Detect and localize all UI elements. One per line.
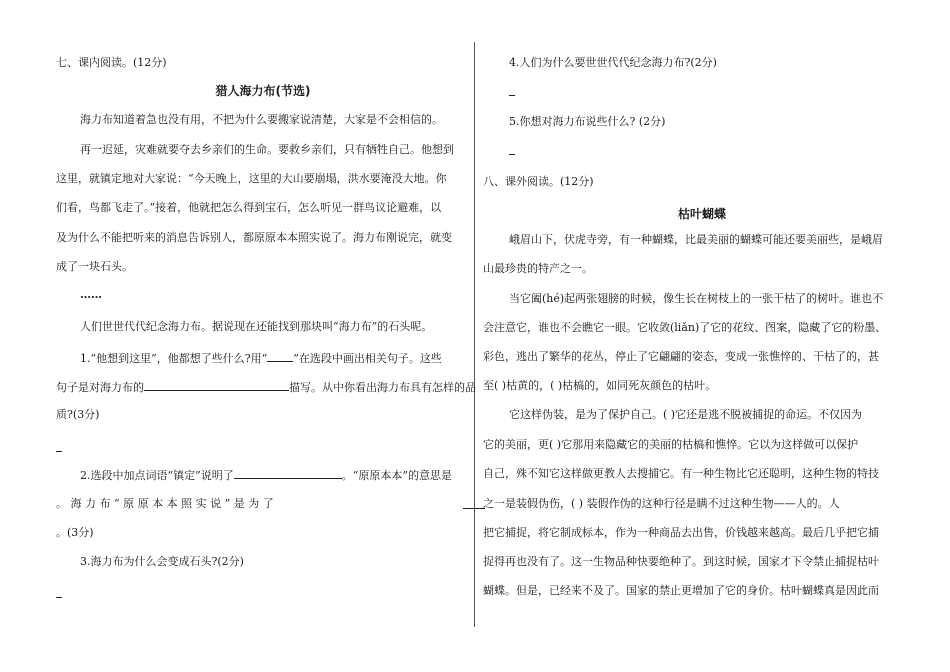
passage-line: 把它捕捉，将它制成标本，作为一种商品去出售，价钱越来越高。最后几乎把它捕 [483, 526, 879, 539]
question-2 [80, 467, 452, 483]
answer-dash[interactable] [56, 597, 62, 598]
question-2-line3: 。(3分) [56, 526, 94, 539]
ellipsis: …… [80, 288, 102, 301]
paragraph-line: 海力布知道着急也没有用，不把为什么要搬家说清楚，大家是不会相信的。 [80, 113, 443, 126]
passage-title-butterfly: 枯叶蝴蝶 [677, 207, 726, 221]
passage-line: 当它阖(hé)起两张翅膀的时候，像生长在树枝上的一张干枯了的树叶。谁也不 [509, 292, 884, 305]
question-1-part-a: 1.“他想到这里”，他都想了些什么?用“ [80, 352, 268, 365]
passage-line: 峨眉山下，伏虎寺旁，有一种蝴蝶，比最美丽的蝴蝶可能还要美丽些，是峨眉 [509, 233, 883, 246]
section8-heading: 八、课外阅读。(12分) [483, 175, 594, 188]
answer-dash[interactable] [509, 154, 515, 155]
answer-dash[interactable] [509, 95, 515, 96]
column-divider [474, 42, 475, 627]
passage-title-hailibu: 猎人海力布(节选) [215, 84, 311, 98]
question-5: 5.你想对海力布说些什么? (2分) [509, 115, 666, 128]
question-1-part-b: ”在选段中画出相关句子。这些 [293, 352, 442, 365]
passage-line: 蝴蝶。但是，已经来不及了。国家的禁止更增加了它的身价。枯叶蝴蝶真是因此而 [483, 584, 879, 597]
question-2-line2: 。 海 力 布 “ 原 原 本 本 照 实 说 ” 是 为 了 [56, 497, 274, 510]
paragraph-line: 这里，就镇定地对大家说：“今天晚上，这里的大山要崩塌，洪水要淹没大地。你 [56, 172, 447, 185]
answer-blank[interactable] [144, 379, 289, 391]
passage-line: 会注意它，谁也不会瞧它一眼。它收敛(liǎn)了它的花纹、图案，隐藏了它的粉墨、 [483, 321, 887, 334]
question-2-part-b: 。“原原本本”的意思是 [341, 469, 452, 482]
passage-line: 至( )枯黄的，( )枯槁的，如同死灰颜色的枯叶。 [483, 379, 717, 392]
paragraph-line: 及为什么不能把听来的消息告诉别人，都原原本本照实说了。海力布刚说完，就变 [56, 231, 452, 244]
passage-line: 之一是装假伪伤，( ) 装假作伪的这种行径是瞒不过这种生物——人的。人 [483, 497, 840, 510]
question-1-line3: 质?(3分) [56, 408, 100, 421]
question-1-line2-a: 句子是对海力布的 [56, 381, 144, 394]
answer-blank[interactable] [234, 467, 342, 479]
closing-line: 人们世世代代纪念海力布。据说现在还能找到那块叫“海力布”的石头呢。 [80, 320, 433, 333]
underline-answer-blank[interactable] [267, 350, 293, 362]
question-3: 3.海力布为什么会变成石头?(2分) [80, 555, 244, 568]
question-2-part-a: 2.选段中加点词语“镇定”说明了 [80, 469, 234, 482]
passage-line: 它这样伪装，是为了保护自己。( )它还是逃不脱被捕捉的命运。不仅因为 [509, 408, 863, 421]
answer-blank[interactable] [463, 497, 485, 509]
question-1 [80, 350, 442, 366]
passage-line: 山最珍贵的特产之一。 [483, 262, 593, 275]
paragraph-line: 们看，鸟都飞走了。”接着，他就把怎么得到宝石，怎么听见一群鸟议论避难，以 [56, 201, 442, 214]
passage-line: 自己，殊不知它这样做更教人去搜捕它。有一种生物比它还聪明，这种生物的特技 [483, 467, 879, 480]
question-4: 4.人们为什么要世世代代纪念海力布?(2分) [509, 56, 717, 69]
paragraph-line: 再一迟延，灾难就要夺去乡亲们的生命。要救乡亲们，只有牺牲自己。他想到 [80, 143, 454, 156]
question-1-line2-b: 描写。从中你看出海力布具有怎样的品 [289, 381, 476, 394]
answer-dash[interactable] [56, 451, 62, 452]
question-1-line2 [56, 379, 476, 395]
passage-line: 捉得再也没有了。这一生物品种快要绝种了。到这时候，国家才下令禁止捕捉枯叶 [483, 555, 879, 568]
passage-line: 彩色，逃出了繁华的花丛，停止了它翩翩的姿态，变成一张憔悴的、干枯了的，甚 [483, 350, 879, 363]
paragraph-line: 成了一块石头。 [56, 260, 133, 273]
passage-line: 它的美丽，更( )它那用来隐藏它的美丽的枯槁和憔悴。它以为这样做可以保护 [483, 438, 859, 451]
section7-heading: 七、课内阅读。(12分) [56, 56, 167, 69]
